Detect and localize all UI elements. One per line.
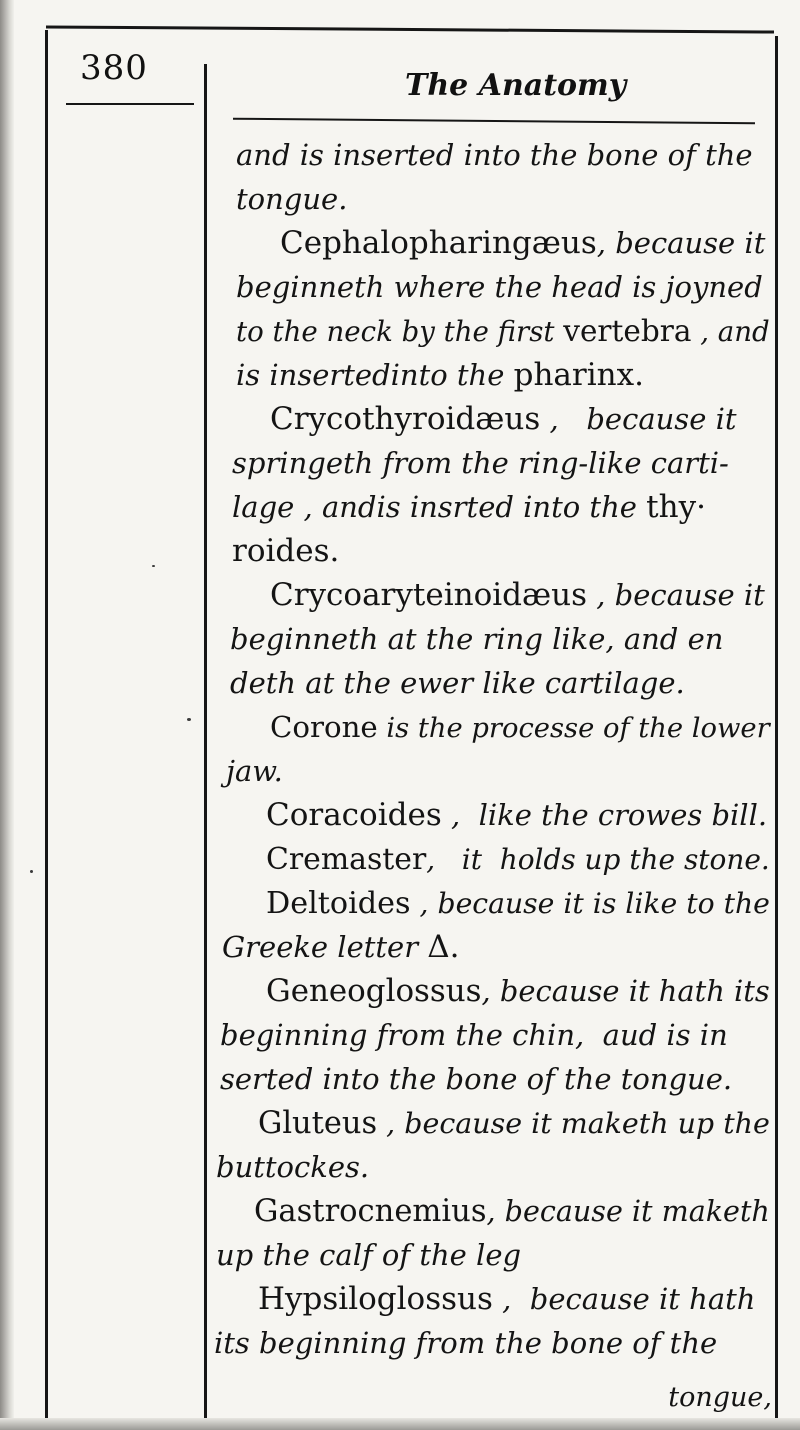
italic-text: beginneth at the ring like, and en (230, 622, 724, 656)
roman-text: Δ. (427, 929, 460, 965)
text-line (214, 1057, 770, 1101)
ink-speck (152, 565, 155, 567)
italic-text: and is inserted into the bone of the (236, 138, 753, 172)
text-line (214, 441, 770, 485)
ink-speck (30, 870, 33, 873)
italic-text: , because it maketh up the (377, 1107, 770, 1140)
text-line (214, 1013, 770, 1057)
text-line (214, 1145, 770, 1189)
text-line (214, 1101, 770, 1145)
roman-text: Corone (270, 710, 378, 744)
roman-text: Deltoides (266, 886, 411, 921)
roman-text: pharinx. (513, 357, 644, 393)
text-line (214, 1189, 770, 1233)
text-line (214, 529, 770, 573)
roman-text: Geneoglossus (266, 973, 482, 1009)
text-line (214, 177, 770, 221)
italic-text: lage , andis insrted into the (232, 490, 647, 524)
catchword: tongue, (668, 1382, 772, 1413)
italic-text: , because it (540, 402, 737, 436)
italic-text: is insertedinto the (236, 358, 514, 392)
text-line (214, 573, 770, 617)
ink-speck (187, 718, 191, 721)
text-line (214, 705, 770, 749)
italic-text: , and (691, 315, 770, 348)
roman-text: roides. (232, 533, 340, 569)
page-number: 380 (80, 48, 148, 88)
italic-text: is the processe of the lower (377, 713, 770, 744)
italic-text: beginneth where the head is joyned (236, 270, 763, 304)
body-text (214, 133, 770, 1365)
text-line (214, 1233, 770, 1277)
text-line (214, 793, 770, 837)
italic-text: buttockes. (216, 1150, 370, 1184)
italic-text: up the calf of the leg (216, 1238, 522, 1272)
text-line (214, 969, 770, 1013)
text-line (214, 617, 770, 661)
text-line (214, 309, 770, 353)
top-border-rule (46, 25, 774, 33)
italic-text: , because it is like to the (410, 887, 770, 920)
italic-text: , like the crowes bill. (441, 798, 768, 832)
text-line (214, 881, 770, 925)
italic-text: , because it maketh (486, 1194, 770, 1228)
italic-text: springeth from the ring-like carti- (232, 446, 729, 480)
italic-text: , it holds up the stone. (426, 843, 770, 876)
roman-text: vertebra (563, 314, 692, 348)
text-line (214, 485, 770, 529)
text-line (214, 133, 770, 177)
text-line (214, 925, 770, 969)
italic-text: serted into the bone of the tongue. (220, 1062, 733, 1096)
header-underline (233, 118, 755, 125)
text-line (214, 661, 770, 705)
roman-text: Crycoaryteinoidæus (270, 577, 588, 613)
italic-text: beginning from the chin, aud is in (220, 1018, 728, 1052)
text-line (214, 1321, 770, 1365)
text-line (214, 265, 770, 309)
roman-text: Coracoides (266, 797, 442, 833)
italic-text: to the neck by the first (236, 315, 564, 348)
margin-column-rule (204, 64, 207, 1420)
italic-text: , because it hath (492, 1282, 756, 1316)
text-line (214, 837, 770, 881)
italic-text: , because it hath its (481, 974, 770, 1008)
roman-text: Hypsiloglossus (258, 1281, 493, 1317)
page-bottom-shadow (0, 1418, 800, 1430)
text-line (214, 1277, 770, 1321)
page-gutter-shadow (0, 0, 14, 1430)
roman-text: Gastrocnemius (254, 1194, 487, 1229)
right-border-rule (775, 36, 778, 1418)
roman-text: Cephalopharingæus (280, 225, 597, 261)
text-line (214, 397, 770, 441)
italic-text: jaw. (226, 754, 283, 788)
text-line (214, 221, 770, 265)
roman-text: Cremaster (266, 842, 427, 877)
italic-text: its beginning from the bone of the (214, 1326, 718, 1360)
running-head: The Anatomy (405, 68, 627, 103)
left-border-rule (45, 30, 48, 1418)
roman-text: Gluteus (258, 1106, 378, 1141)
italic-text: Greeke letter (222, 930, 428, 964)
italic-text: deth at the ewer like cartilage. (230, 666, 685, 700)
text-line (214, 353, 770, 397)
italic-text: , because it (596, 226, 766, 260)
roman-text: thy· (646, 489, 706, 525)
roman-text: Crycothyroidæus (270, 401, 541, 437)
italic-text: tongue. (236, 182, 348, 216)
folio-underline (66, 103, 194, 105)
text-line (214, 749, 770, 793)
italic-text: , because it (587, 578, 765, 612)
